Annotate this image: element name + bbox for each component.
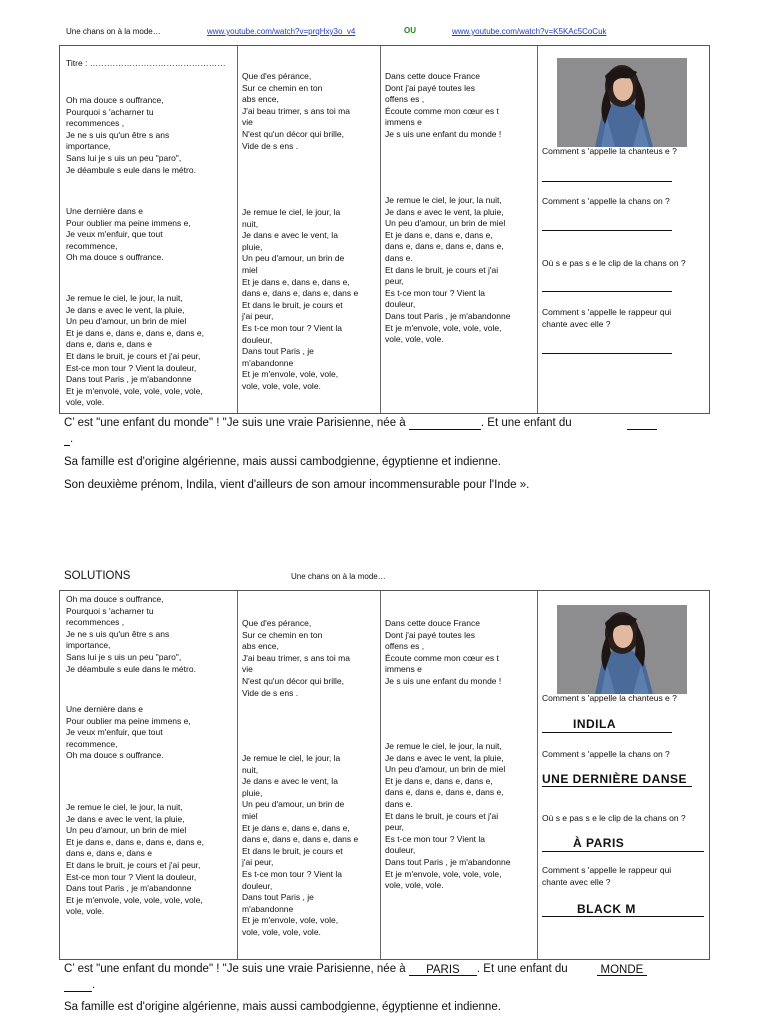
solutions-col1-verse2: Une dernière dans e Pour oublier ma peine immens e, Je veux m'enfuir, que tout recommence, Oh ma douce s ouffrance. [66,704,191,761]
youtube-link-2[interactable]: www.youtube.com/watch?v=K5KAc5CoCuk [452,27,607,36]
prose-line-3: Son deuxième prénom, Indila, vient d'ailleurs de son amour incommensurable pour l'Inde ». [64,479,530,491]
lyrics-col1-verse1: Oh ma douce s ouffrance, Pourquoi s 'acharner tu recommences , Je ne s uis qu'un être s ans importance, Sans lui je s uis un peu "paro", Je déambule s eule dans le métro. [66,95,196,175]
solutions-table [59,590,710,960]
solutions-col3-verse1: Dans cette douce France Dont j'ai payé toutes les offens es , Écoute comme mon cœur es t immens e Je s uis une enfant du monde ! [385,618,502,686]
lyrics-col1-verse2: Une dernière dans e Pour oublier ma peine immens e, Je veux m'enfuir, que tout recommence, Oh ma douce s ouffrance. [66,206,191,263]
solutions-line-song [542,786,692,787]
lyrics-col3-chorus: Je remue le ciel, le jour, la nuit, Je dans e avec le vent, la pluie, Un peu d'amour, un brin de miel Et je dans e, dans e, dans e, dans e, dans e, dans e, dans e, dans e. Et dans le bruit, je cours et j'ai peur, Es t-ce mon tour ? Vient la douleur, Dans tout Paris , je m'abandonne Et je m'envole, vole, vole, vole, vole, vole, vole. [385,195,511,345]
youtube-link-1[interactable]: www.youtube.com/watch?v=prqHxy3o_v4 [207,27,356,36]
prose-line-1 [64,416,704,430]
solutions-singer-photo [557,605,687,694]
question-song: Comment s 'appelle la chans on ? [542,196,670,206]
solutions-col1-verse1: Oh ma douce s ouffrance, Pourquoi s 'acharner tu recommences , Je ne s uis qu'un être s ans importance, Sans lui je s uis un peu "paro", Je déambule s eule dans le métro. [66,594,196,674]
answer-rapper: BLACK M [577,902,636,916]
lyrics-col2-chorus: Je remue le ciel, le jour, la nuit, Je dans e avec le vent, la pluie, Un peu d'amour, un brin de miel Et je dans e, dans e, dans e, dans e, dans e, dans e, dans e Et dans le bruit, je cours et j'ai peur, Es t-ce mon tour ? Vient la douleur, Dans tout Paris , je m'abandonne Et je m'envole, vole, vole, vole, vole, vole, vole. [242,207,359,391]
solutions-prose-line-1-wrap [64,978,95,992]
solutions-col1-chorus: Je remue le ciel, le jour, la nuit, Je dans e avec le vent, la pluie, Un peu d'amour, un brin de miel Et je dans e, dans e, dans e, dans e, dans e, dans e, dans e Et dans le bruit, je cours et j'ai peur, Est-ce mon tour ? Vient la douleur, Dans tout Paris , je m'abandonne Et je m'envole, vole, vole, vole, vole, vole, vole. [66,802,204,917]
singer-photo [557,58,687,147]
solutions-prose-line-1-mid: . Et une enfant du [476,963,568,975]
solutions-label: SOLUTIONS [64,570,131,582]
lyrics-col2-verse1: Que d'es pérance, Sur ce chemin en ton abs ence, J'ai beau trimer, s ans toi ma vie N'est qu'un décor qui brille, Vide de s ens . [242,71,350,151]
blank-birthplace[interactable] [409,417,481,430]
solutions-title: Une chans on à la mode… [291,572,386,581]
answer-line-rapper[interactable] [542,353,672,354]
solutions-question-location: Où s e pas s e le clip de la chans on ? [542,813,686,823]
title-blank-label: Titre : ………………………………………… [66,58,226,68]
solutions-prose-line-1-start: C’ est "une enfant du monde" ! "Je suis une vraie Parisienne, née à [64,963,406,975]
solutions-line-singer [542,732,672,733]
solutions-line-rapper [542,916,704,917]
or-separator: OU [404,26,416,35]
prose-line-1-end: . [70,433,74,445]
lyrics-col3-verse1: Dans cette douce France Dont j'ai payé toutes les offens es , Écoute comme mon cœur es t immens e Je s uis une enfant du monde ! [385,71,502,139]
blank-world[interactable] [627,417,657,430]
question-clip-location: Où s e pas s e le clip de la chans on ? [542,258,686,268]
answer-song: UNE DERNIÈRE DANSE [542,772,688,786]
answer-line-song[interactable] [542,230,672,231]
answer-singer: INDILA [573,717,616,731]
solutions-question-song: Comment s 'appelle la chans on ? [542,749,670,759]
filled-blank-world-cont [64,979,92,992]
solutions-prose-line-1 [64,962,704,976]
question-rapper: Comment s 'appelle le rappeur qui chante avec elle ? [542,307,672,329]
worksheet-title: Une chans on à la mode… [66,27,161,36]
filled-blank-birthplace: PARIS [409,963,477,976]
filled-blank-world: MONDE [597,963,647,976]
solutions-question-singer: Comment s 'appelle la chanteus e ? [542,693,677,703]
prose-line-1-mid: . Et une enfant du [480,417,572,429]
answer-location: À PARIS [573,836,625,850]
solutions-col3-chorus: Je remue le ciel, le jour, la nuit, Je dans e avec le vent, la pluie, Un peu d'amour, un brin de miel Et je dans e, dans e, dans e, dans e, dans e, dans e, dans e, dans e. Et dans le bruit, je cours et j'ai peur, Es t-ce mon tour ? Vient la douleur, Dans tout Paris , je m'abandonne Et je m'envole, vole, vole, vole, vole, vole, vole. [385,741,511,891]
solutions-prose-line-2: Sa famille est d'origine algérienne, mais aussi cambodgienne, égyptienne et indienne. [64,1001,501,1013]
lyrics-col1-chorus: Je remue le ciel, le jour, la nuit, Je dans e avec le vent, la pluie, Un peu d'amour, un brin de miel Et je dans e, dans e, dans e, dans e, dans e, dans e, dans e Et dans le bruit, je cours et j'ai peur, Est-ce mon tour ? Vient la douleur, Dans tout Paris , je m'abandonne Et je m'envole, vole, vole, vole, vole, vole, vole. [66,293,204,408]
answer-line-singer[interactable] [542,181,672,182]
solutions-question-rapper: Comment s 'appelle le rappeur qui chante avec elle ? [542,865,672,887]
solutions-line-location [542,851,704,852]
solutions-prose-line-1-end: . [92,979,96,991]
lyrics-table [59,45,710,414]
question-singer: Comment s 'appelle la chanteus e ? [542,146,677,156]
prose-line-1-start: C’ est "une enfant du monde" ! "Je suis une vraie Parisienne, née à [64,417,406,429]
prose-line-1-wrap [64,432,73,446]
solutions-col2-chorus: Je remue le ciel, le jour, la nuit, Je dans e avec le vent, la pluie, Un peu d'amour, un brin de miel Et je dans e, dans e, dans e, dans e, dans e, dans e, dans e Et dans le bruit, je cours et j'ai peur, Es t-ce mon tour ? Vient la douleur, Dans tout Paris , je m'abandonne Et je m'envole, vole, vole, vole, vole, vole, vole. [242,753,359,937]
prose-line-2: Sa famille est d'origine algérienne, mais aussi cambodgienne, égyptienne et indienne. [64,456,501,468]
answer-line-location[interactable] [542,291,672,292]
solutions-col2-verse1: Que d'es pérance, Sur ce chemin en ton abs ence, J'ai beau trimer, s ans toi ma vie N'est qu'un décor qui brille, Vide de s ens . [242,618,350,698]
